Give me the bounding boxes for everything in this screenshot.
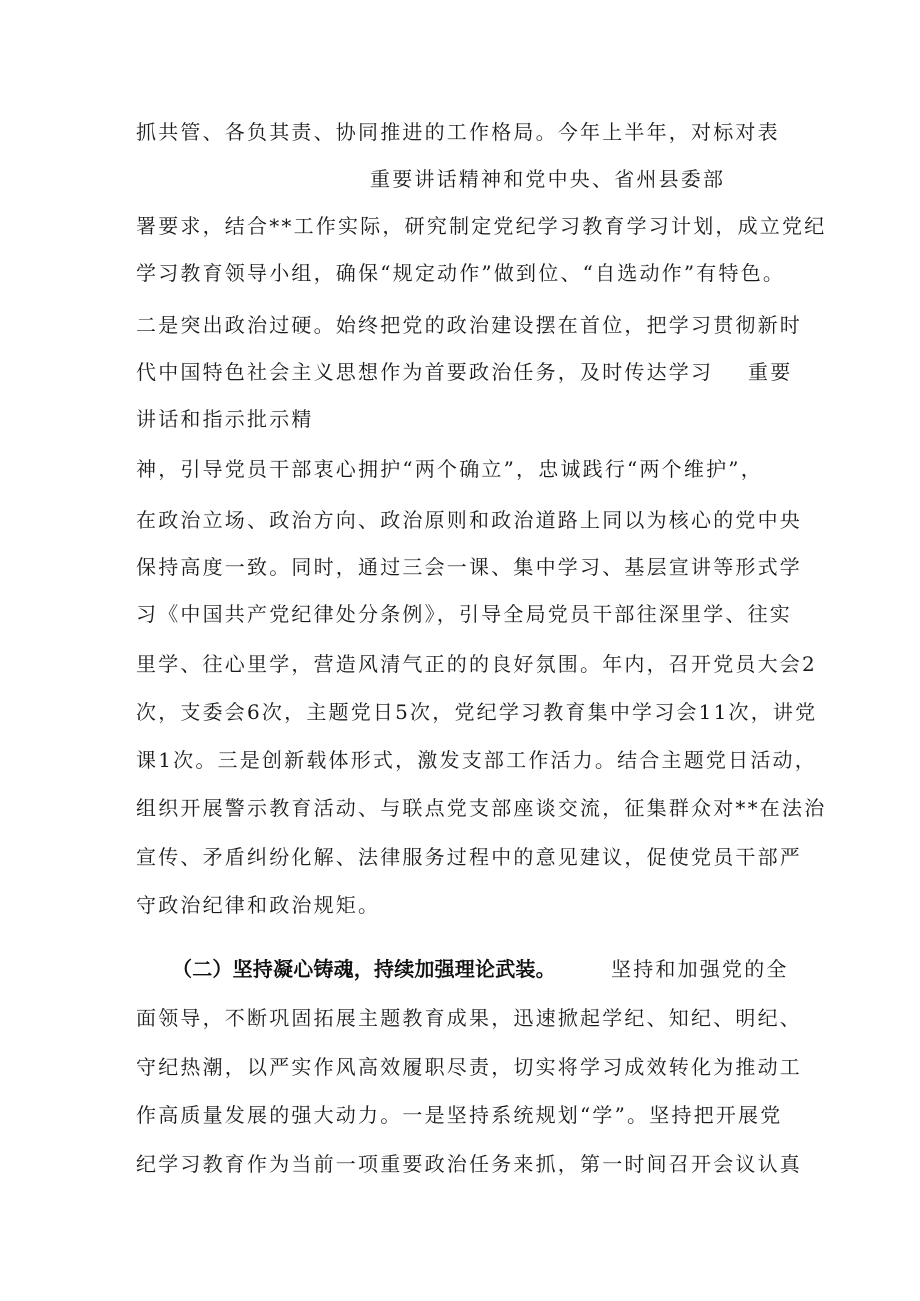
text-line: 面领导，不断巩固拓展主题教育成果，迅速掀起学纪、知纪、明纪、 <box>136 1006 802 1030</box>
text-line: 作高质量发展的强大动力。一是坚持系统规划“学”。坚持把开展党 <box>136 1103 783 1127</box>
text-line: 保持高度一致。同时，通过三会一课、集中学习、基层宣讲等形式学 <box>136 555 802 579</box>
text-line: 二是突出政治过硬。始终把党的政治建设摆在首位，把学习贯彻新时 <box>136 313 802 337</box>
text-line: 重要讲话精神和党中央、省州县委部 <box>370 167 726 191</box>
text-line: 守政治纪律和政治规矩。 <box>136 893 381 917</box>
text-line: 重要 <box>748 360 793 384</box>
section-heading: （二）坚持凝心铸魂，持续加强理论武装。 <box>172 957 556 981</box>
text-line: 宣传、矛盾纠纷化解、法律服务过程中的意见建议，促使党员干部严 <box>136 845 802 869</box>
text-line: 纪学习教育作为当前一项重要政治任务来抓，第一时间召开会议认真 <box>136 1152 802 1176</box>
text-line: 守纪热潮，以严实作风高效履职尽责，切实将学习成效转化为推动工 <box>136 1055 802 1079</box>
text-line: 坚持和加强党的全 <box>611 957 789 981</box>
text-line: 组织开展警示教育活动、与联点党支部座谈交流，征集群众对**在法治 <box>136 796 827 820</box>
text-line: 习《中国共产党纪律处分条例》，引导全局党员干部往深里学、往实 <box>136 602 792 626</box>
text-line: 里学、往心里学，营造风清气正的的良好氛围。年内，召开党员大会2 <box>136 652 817 676</box>
text-line: 在政治立场、政治方向、政治原则和政治道路上同以为核心的党中央 <box>136 508 802 532</box>
text-line: 代中国特色社会主义思想作为首要政治任务，及时传达学习 <box>136 360 714 384</box>
text-line: 课1次。三是创新载体形式，激发支部工作活力。结合主题党日活动， <box>136 748 817 772</box>
text-line: 讲话和指示批示精 <box>136 407 314 431</box>
text-line: 神，引导党员干部衷心拥护“两个确立”，忠诚践行“两个维护”， <box>136 457 763 481</box>
text-line: 次，支委会6次，主题党日5次，党纪学习教育集中学习会11次，讲党 <box>136 700 818 724</box>
text-line: 署要求，结合**工作实际，研究制定党纪学习教育学习计划，成立党纪 <box>136 214 827 238</box>
text-line: 抓共管、各负其责、协同推进的工作格局。今年上半年，对标对表 <box>136 120 780 144</box>
text-line: 学习教育领导小组，确保“规定动作”做到位、“自选动作”有特色。 <box>136 261 786 285</box>
